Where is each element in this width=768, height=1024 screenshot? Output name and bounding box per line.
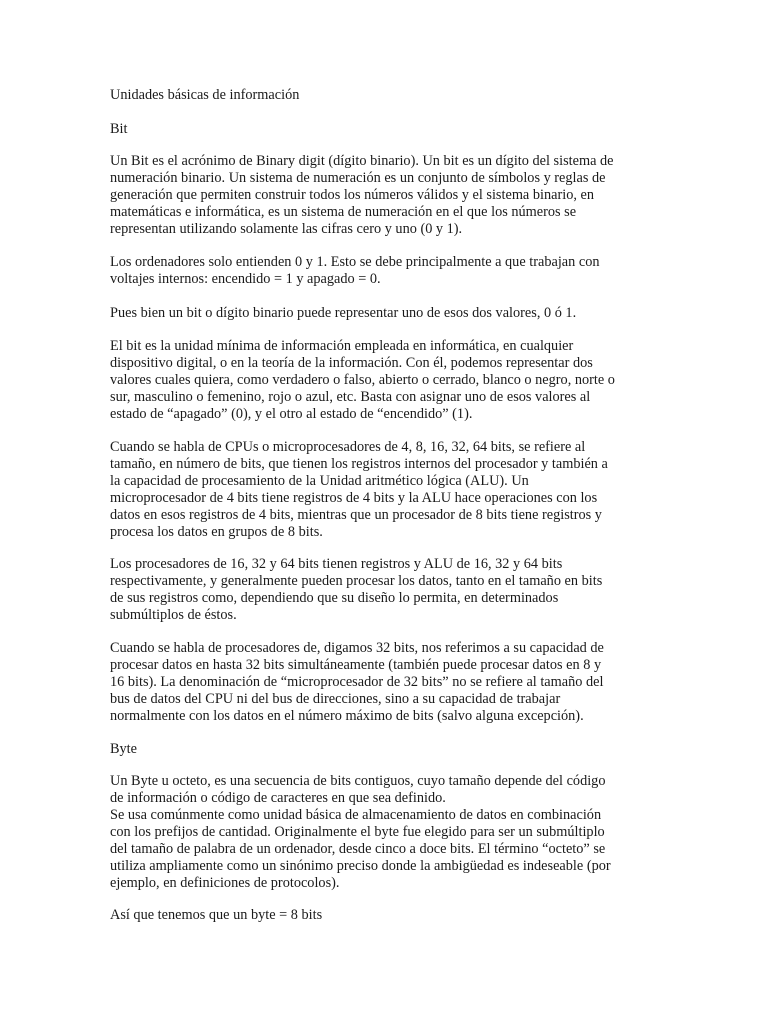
paragraph-line: valores cuales quiera, como verdadero o falso, abierto o cerrado, blanco o negro, norte o xyxy=(110,372,615,388)
paragraph-line: microprocesador de 4 bits tiene registros de 4 bits y la ALU hace operaciones con los xyxy=(110,490,598,506)
paragraph-line: Un Byte u octeto, es una secuencia de bits contiguos, cuyo tamaño depende del código xyxy=(110,773,606,789)
paragraph-line: estado de “apagado” (0), y el otro al estado de “encendido” (1). xyxy=(110,406,473,422)
paragraph-line: 16 bits). La denominación de “microprocesador de 32 bits” no se refiere al tamaño del xyxy=(110,674,604,690)
paragraph-line: procesa los datos en grupos de 8 bits. xyxy=(110,524,323,540)
paragraph-line: Cuando se habla de procesadores de, digamos 32 bits, nos referimos a su capacidad de xyxy=(110,640,604,656)
paragraph-line: Cuando se habla de CPUs o microprocesadores de 4, 8, 16, 32, 64 bits, se refiere al xyxy=(110,439,586,455)
paragraph-line: datos en esos registros de 4 bits, mientras que un procesador de 8 bits tiene registros y xyxy=(110,507,602,523)
paragraph-line: Se usa comúnmente como unidad básica de almacenamiento de datos en combinación xyxy=(110,807,602,823)
paragraph-line: numeración binario. Un sistema de numeración es un conjunto de símbolos y reglas de xyxy=(110,170,606,186)
paragraph-line: generación que permiten construir todos los números válidos y el sistema binario, en xyxy=(110,187,594,203)
paragraph-line: la capacidad de procesamiento de la Unidad aritmético lógica (ALU). Un xyxy=(110,473,529,489)
paragraph-line: Los procesadores de 16, 32 y 64 bits tienen registros y ALU de 16, 32 y 64 bits xyxy=(110,556,563,572)
paragraph xyxy=(110,640,760,725)
paragraph xyxy=(110,338,760,423)
paragraph-line: Así que tenemos que un byte = 8 bits xyxy=(110,907,323,923)
paragraph-line: dispositivo digital, o en la teoría de la información. Con él, podemos representar dos xyxy=(110,355,593,371)
paragraph-line: voltajes internos: encendido = 1 y apagado = 0. xyxy=(110,271,381,287)
paragraph-line: ejemplo, en definiciones de protocolos). xyxy=(110,875,340,891)
paragraph-line: tamaño, en número de bits, que tienen los registros internos del procesador y también a xyxy=(110,456,608,472)
document-title: Unidades básicas de información xyxy=(110,87,300,103)
paragraph-line: Pues bien un bit o dígito binario puede representar uno de esos dos valores, 0 ó 1. xyxy=(110,305,577,321)
paragraph-line: bus de datos del CPU ni del bus de direcciones, sino a su capacidad de trabajar xyxy=(110,691,561,707)
paragraph xyxy=(110,907,760,924)
paragraph-line: Un Bit es el acrónimo de Binary digit (dígito binario). Un bit es un dígito del sistema de xyxy=(110,153,614,169)
paragraph xyxy=(110,153,760,238)
paragraph-line: Los ordenadores solo entienden 0 y 1. Esto se debe principalmente a que trabajan con xyxy=(110,254,600,270)
paragraph-line: con los prefijos de cantidad. Originalmente el byte fue elegido para ser un submúltiplo xyxy=(110,824,605,840)
paragraph xyxy=(110,556,760,624)
paragraph xyxy=(110,439,760,541)
paragraph-line: de información o código de caracteres en que sea definido. xyxy=(110,790,446,806)
paragraph-line: sur, masculino o femenino, rojo o azul, etc. Basta con asignar uno de esos valores al xyxy=(110,389,591,405)
paragraph xyxy=(110,305,760,322)
paragraph-line: del tamaño de palabra de un ordenador, desde cinco a doce bits. El término “octeto” se xyxy=(110,841,606,857)
paragraph-line: El bit es la unidad mínima de información empleada en informática, en cualquier xyxy=(110,338,574,354)
paragraph-line: submúltiplos de éstos. xyxy=(110,607,237,623)
paragraph-line: utiliza ampliamente como un sinónimo preciso donde la ambigüedad es indeseable (por xyxy=(110,858,611,874)
paragraph-line: procesar datos en hasta 32 bits simultáneamente (también puede procesar datos en 8 y xyxy=(110,657,602,673)
paragraph-line: respectivamente, y generalmente pueden procesar los datos, tanto en el tamaño en bits xyxy=(110,573,603,589)
paragraph-line: de sus registros como, dependiendo que su diseño lo permita, en determinados xyxy=(110,590,559,606)
paragraph xyxy=(110,254,760,288)
paragraph xyxy=(110,773,760,892)
paragraph-line: matemáticas e informática, es un sistema de numeración en el que los números se xyxy=(110,204,577,220)
section-heading-bit: Bit xyxy=(110,121,128,137)
paragraph-line: normalmente con los datos en el número máximo de bits (salvo alguna excepción). xyxy=(110,708,584,724)
paragraph-line: representan utilizando solamente las cifras cero y uno (0 y 1). xyxy=(110,221,463,237)
section-heading-byte: Byte xyxy=(110,741,138,757)
